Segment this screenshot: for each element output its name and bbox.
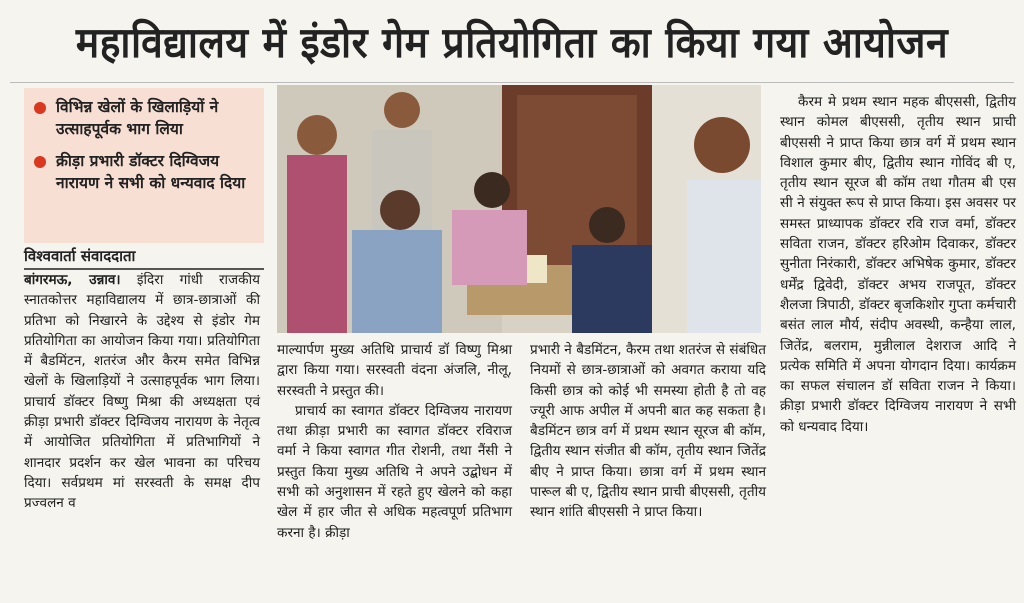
highlight-text: क्रीड़ा प्रभारी डॉक्टर दिग्विजय नारायण ने सभी को धन्यवाद दिया — [56, 152, 246, 192]
highlights-box — [24, 88, 264, 243]
byline: विश्ववार्ता संवाददाता — [24, 247, 136, 265]
article-paragraph: माल्यार्पण मुख्य अतिथि प्राचार्य डॉ विष्णु मिश्रा द्वारा किया गया। सरस्वती वंदना अंजलि, नीलू, सरस्वती ने प्रस्तुत की। — [277, 342, 512, 399]
article-text: प्राचार्य का स्वागत डॉक्टर दिग्विजय नारायण तथा क्रीड़ा प्रभारी का स्वागत डॉक्टर रविराज वर्मा ने किया स्वागत गीत रोशनी, तथा नैंसी ने प्रस्तुत किया मुख्य अतिथि ने अपने उद्बोधन में सभी को अनुशासन में रहते हुए खेलने को कहा खेल में हार जीत से अधिक महत्वपूर्ण प्रतिभाग करना है। क्रीड़ा — [277, 402, 512, 541]
headline: महाविद्यालय में इंडोर गेम प्रतियोगिता का किया गया आयोजन — [75, 18, 949, 68]
article-column-4 — [780, 92, 1016, 437]
news-photo — [277, 85, 761, 333]
article-paragraph — [277, 401, 512, 543]
chess-game-photo — [277, 85, 761, 333]
article-text: प्रभारी ने बैडमिंटन, कैरम तथा शतरंज से संबंधित नियमों से छात्र-छात्राओं को अवगत कराया यदि किसी छात्र को कोई भी समस्या होती है तो वह ज्यूरी आफ अपील में अपनी बात कह सकता है। बैडमिंटन छात्र वर्ग में प्रथम स्थान सूरज बी कॉम, द्वितीय स्थान संजीत बी कॉम, तृतीय स्थान जितेंद्र बीए ने प्राप्त किया। छात्रा वर्ग में प्रथम स्थान पारूल बी ए, द्वितीय स्थान प्राची बीएससी, तृतीय स्थान शांति बीएससी ने प्राप्त किया। — [530, 342, 766, 521]
bullet-icon — [34, 156, 46, 168]
article-text: कैरम मे प्रथम स्थान महक बीएससी, द्वितीय स्थान कोमल बीएससी, तृतीय स्थान प्राची बीएससी ने प्राप्त किया छात्र वर्ग में प्रथम स्थान विशाल कुमार बीए, द्वितीय स्थान गोविंद बी ए, तृतीय स्थान सूरज बी कॉम तथा गौतम बी एस सी ने संयुक्त रूप से प्राप्त किया। इस अवसर पर समस्त प्राध्यापक डॉक्टर रवि राज वर्मा, डॉक्टर सविता राजन, डॉक्टर हरिओम दिवाकर, डॉक्टर सुनीता निरंकारी, डॉक्टर अभिषेक कुमार, डॉक्टर धर्मेंद्र द्विवेदी, डॉक्टर अभय राजपूत, डॉक्टर शैलजा त्रिपाठी, डॉक्टर बृजकिशोर गुप्ता कर्मचारी बसंत लाल मौर्य, संदीप अवस्थी, कन्हैया लाल, जितेंद्र, बलराम, मुन्नीलाल देशराज आदि ने प्रत्येक समिति में अपना योगदान दिया। कार्यक्रम का सफल संचालन डॉ सविता राजन ने किया। क्रीड़ा प्रभारी डॉक्टर दिग्विजय नारायण ने सभी को धन्यवाद दिया। — [780, 94, 1016, 435]
dateline: बांगरमऊ, उन्नाव। — [24, 272, 121, 288]
article-column-3 — [530, 340, 766, 523]
article-column-2 — [277, 340, 512, 543]
article-column-1 — [24, 270, 260, 514]
highlight-text: विभिन्न खेलों के खिलाड़ियों ने उत्साहपूर्वक भाग लिया — [56, 98, 219, 138]
article-text: इंदिरा गांधी राजकीय स्नातकोत्तर महाविद्यालय में छात्र-छात्राओं की प्रतिभा को निखारने के उद्देश्य से इंडोर गेम प्रतियोगिता का आयोजन किया गया। प्रतियोगिता में बैडमिंटन, शतरंज और कैरम समेत विभिन्न खेलों के खिलाड़ियों ने उत्साहपूर्वक भाग लिया। प्राचार्य डॉक्टर विष्णु मिश्रा की अध्यक्षता एवं क्रीड़ा प्रभारी डॉक्टर दिग्विजय नारायण के नेतृत्व में आयोजित प्रतियोगिता में प्रतिभागियों ने शानदार प्रदर्शन कर खेल भावना का परिचय दिया। सर्वप्रथम मां सरस्वती के समक्ष दीप प्रज्वलन व — [24, 272, 260, 512]
bullet-icon — [34, 102, 46, 114]
header-divider — [10, 82, 1014, 83]
